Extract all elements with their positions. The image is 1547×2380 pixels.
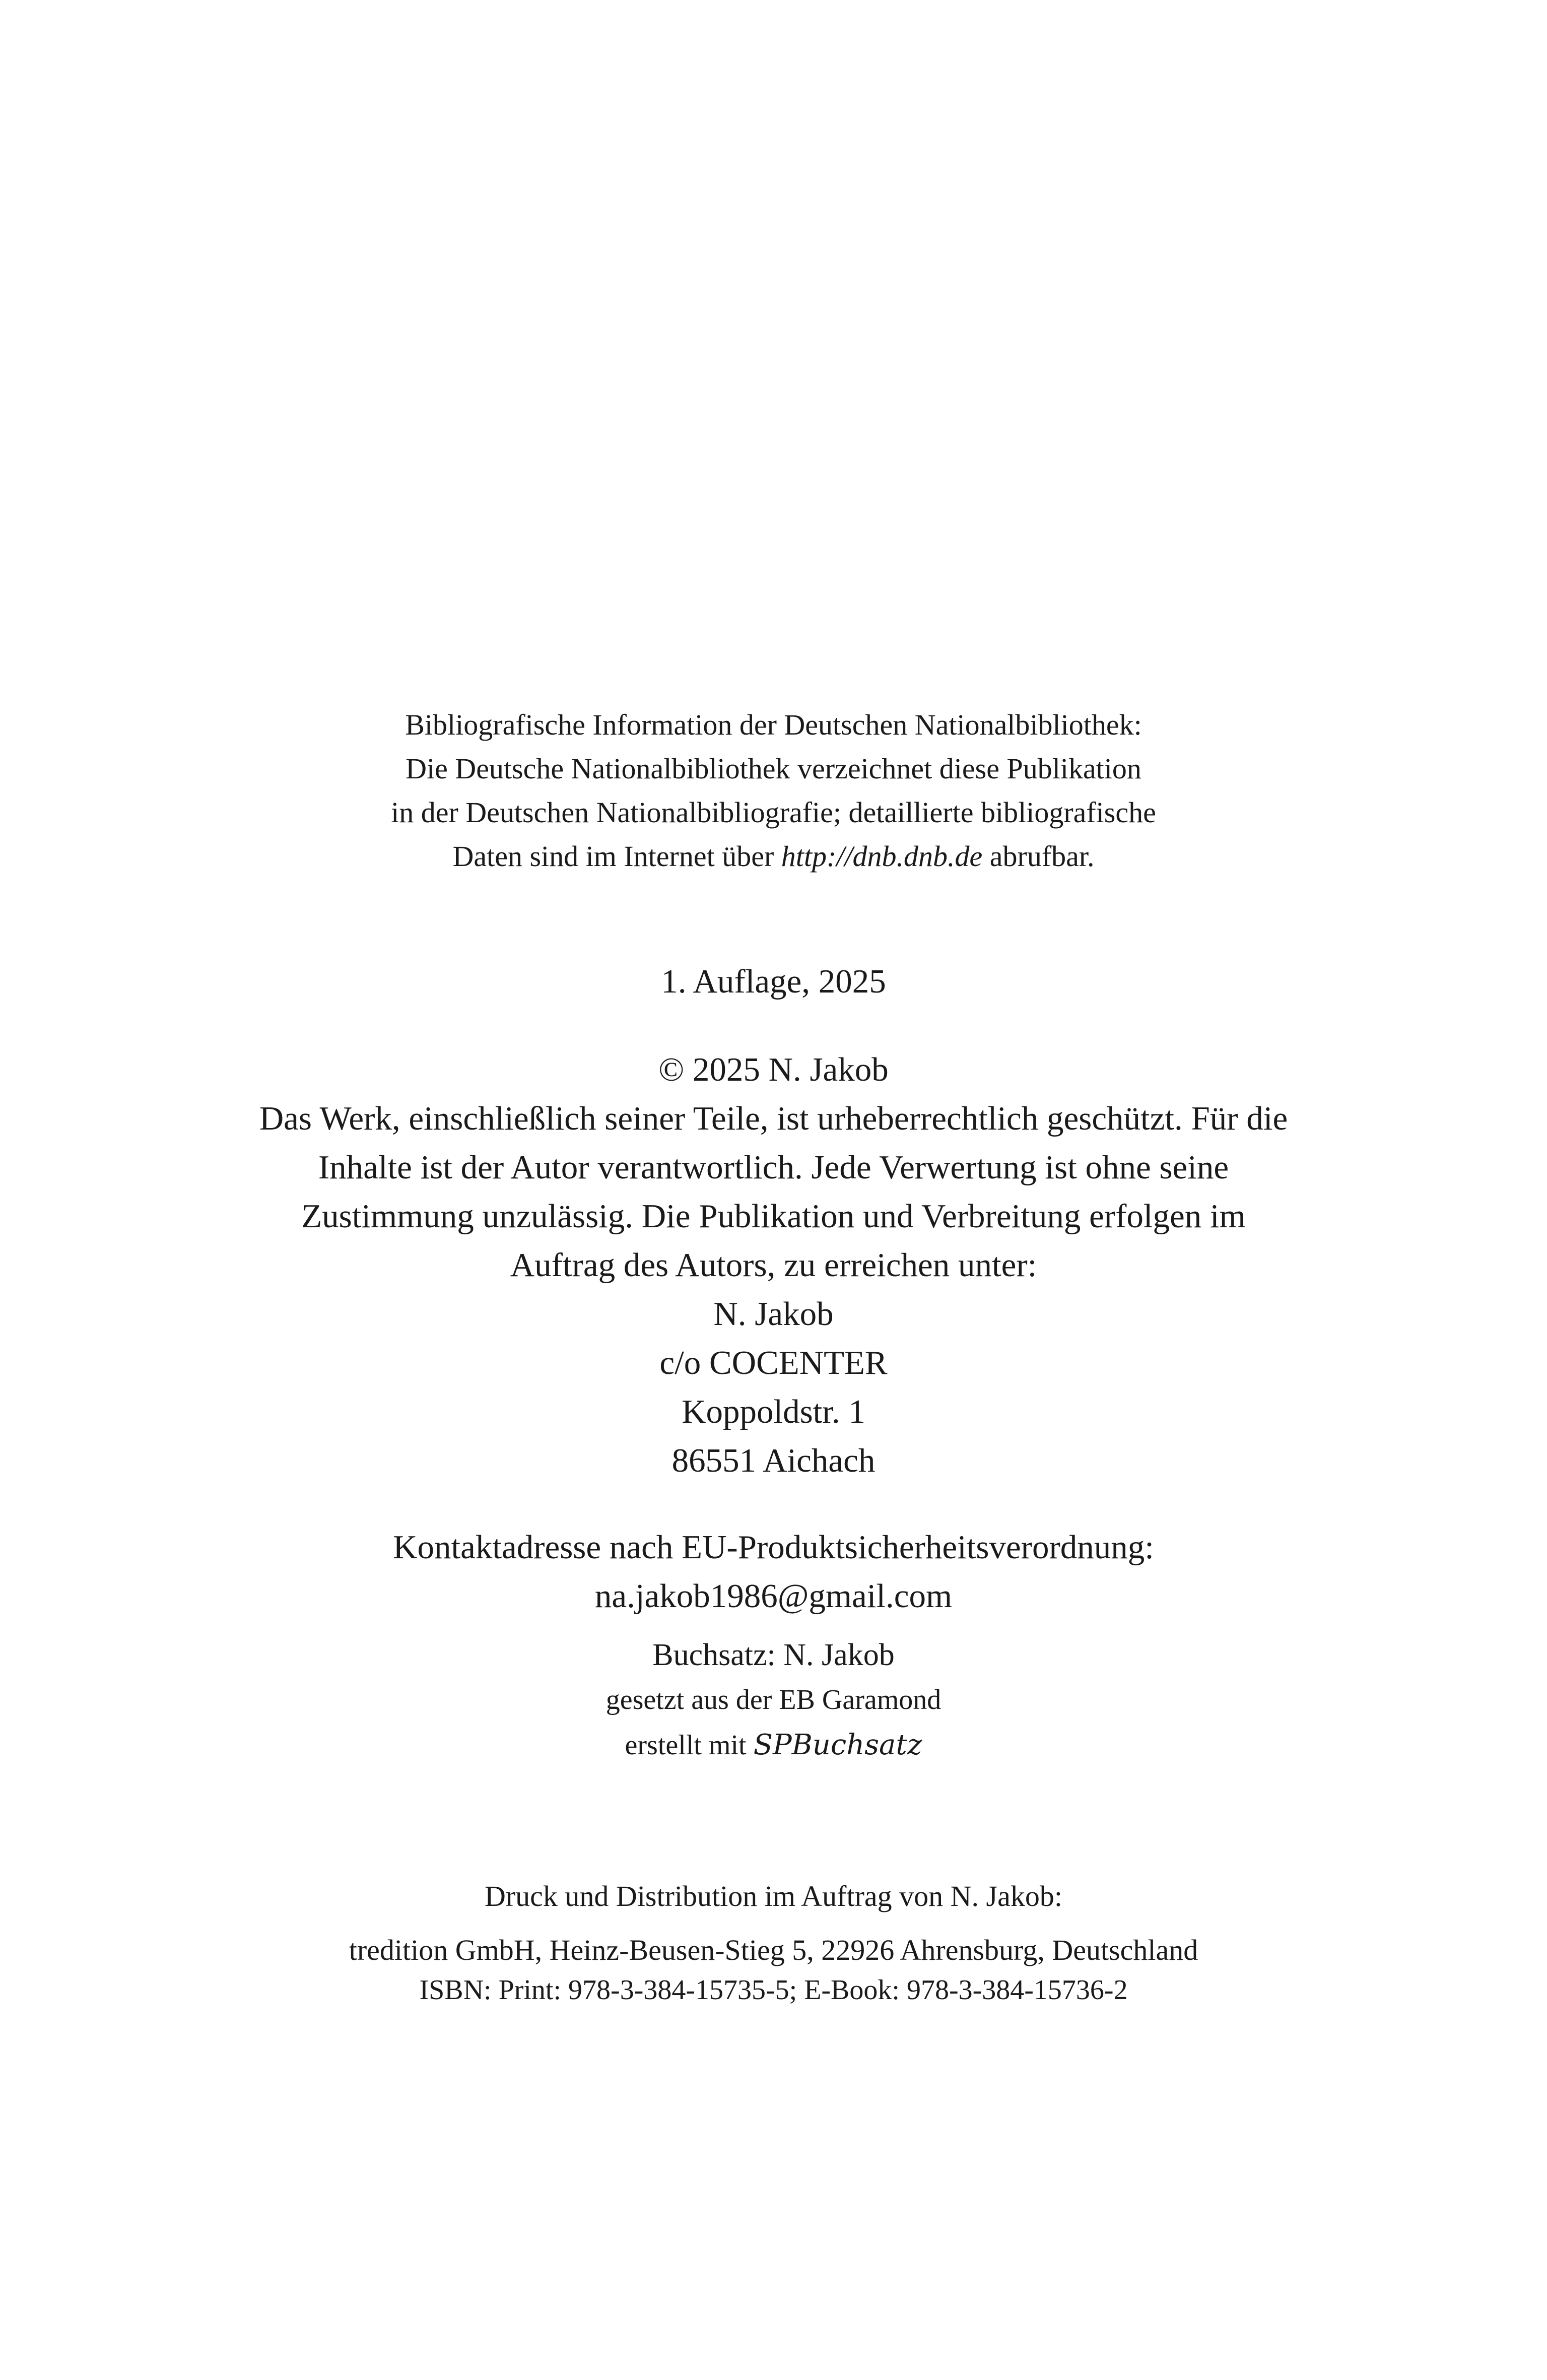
typesetting-credit bbox=[0, 1632, 1547, 1678]
biblio-line bbox=[0, 834, 1547, 878]
isbn-text: ISBN: Print: 978-3-384-15735-5; E-Book: 978-3-384-15736-2 bbox=[419, 1974, 1128, 2006]
bibliographic-info bbox=[0, 703, 1547, 878]
isbn-section bbox=[0, 1970, 1547, 2010]
copyright-notice: © 2025 N. Jakob bbox=[658, 1051, 889, 1088]
address-line: Koppoldstr. 1 bbox=[682, 1393, 865, 1430]
distribution-section bbox=[0, 1869, 1547, 1977]
biblio-prefix: Daten sind im Internet über bbox=[452, 840, 774, 873]
biblio-suffix: abrufbar. bbox=[989, 840, 1095, 873]
contact-section bbox=[0, 1523, 1547, 1621]
address-line: 86551 Aichach bbox=[671, 1442, 876, 1479]
copyright-line: Das Werk, einschließlich seiner Teile, ist urheberrechtlich geschützt. Für die bbox=[259, 1100, 1288, 1137]
contact-email[interactable]: na.jakob1986@gmail.com bbox=[594, 1577, 953, 1615]
biblio-line: in der Deutschen Nationalbibliografie; detaillierte bibliografische bbox=[391, 796, 1156, 829]
copyright-line: Zustimmung unzulässig. Die Publikation und Verbreitung erfolgen im bbox=[301, 1198, 1246, 1235]
copyright-section bbox=[0, 1045, 1547, 1485]
distribution-line: tredition GmbH, Heinz-Beusen-Stieg 5, 22926 Ahrensburg, Deutschland bbox=[349, 1934, 1198, 1966]
font-note: gesetzt aus der EB Garamond bbox=[606, 1684, 941, 1715]
address-line: c/o COCENTER bbox=[659, 1344, 888, 1381]
created-prefix: erstellt mit bbox=[625, 1730, 747, 1761]
edition-text: 1. Auflage, 2025 bbox=[661, 963, 886, 1000]
contact-label: Kontaktadresse nach EU-Produktsicherheitsverordnung: bbox=[393, 1529, 1154, 1566]
tool-logo: SPBuchsatz bbox=[753, 1729, 922, 1761]
biblio-line: Bibliografische Information der Deutschen Nationalbibliothek: bbox=[405, 708, 1142, 741]
created-with bbox=[0, 1723, 1547, 1768]
edition-info bbox=[0, 959, 1547, 1004]
address-line: N. Jakob bbox=[713, 1295, 834, 1333]
distribution-line: Druck und Distribution im Auftrag von N. Jakob: bbox=[484, 1880, 1062, 1912]
copyright-line: Auftrag des Autors, zu erreichen unter: bbox=[510, 1246, 1037, 1284]
typesetting-details bbox=[0, 1678, 1547, 1768]
copyright-line: Inhalte ist der Autor verantwortlich. Jede Verwertung ist ohne seine bbox=[318, 1149, 1229, 1186]
biblio-line: Die Deutsche Nationalbibliothek verzeichnet diese Publikation bbox=[406, 752, 1141, 785]
typesetting-line: Buchsatz: N. Jakob bbox=[652, 1638, 895, 1672]
dnb-link[interactable]: http://dnb.dnb.de bbox=[781, 840, 983, 873]
